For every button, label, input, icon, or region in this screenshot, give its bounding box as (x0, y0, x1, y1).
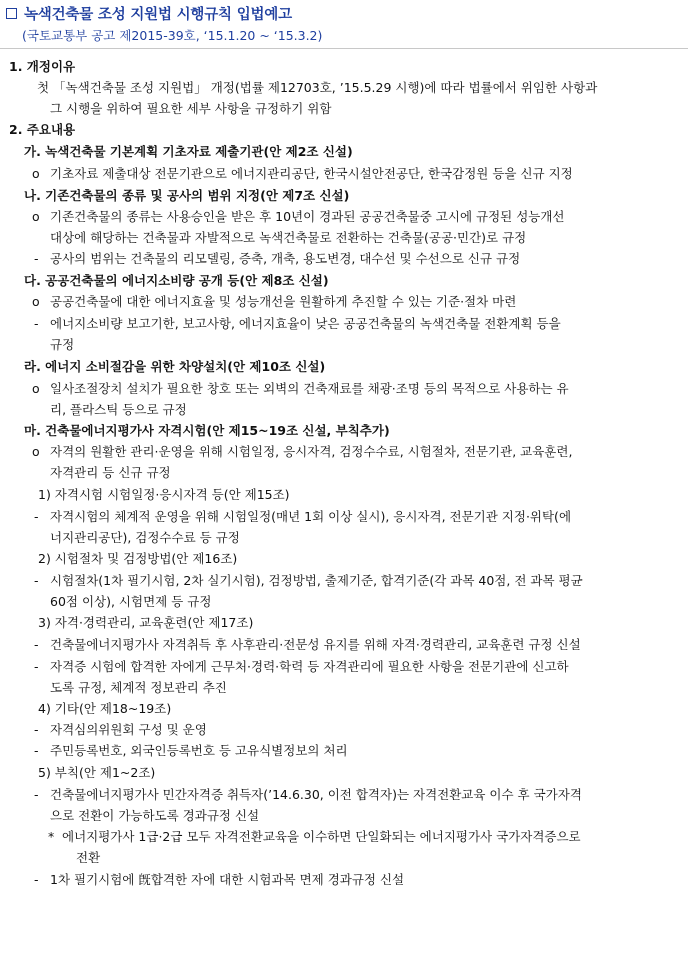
item-text: 자격증 시험에 합격한 자에게 근무처·경력·학력 등 자격관리에 필요한 사항을 전문기관에 신고하 (50, 659, 569, 674)
checkbox-square-icon (6, 8, 17, 19)
dash-bullet-icon: - (34, 722, 39, 737)
item-heading-ra: 라. 에너지 소비절감을 위한 차양설치(안 제10조 신설) (24, 359, 326, 374)
dash-bullet-icon: - (34, 316, 39, 331)
circle-bullet-icon: ο (32, 294, 40, 309)
dash-bullet-icon: - (34, 573, 39, 588)
item-heading-ma: 마. 건축물에너지평가사 자격시험(안 제15~19조 신설, 부칙추가) (24, 423, 390, 438)
page-title: 녹색건축물 조성 지원법 시행규칙 입법예고 (24, 6, 292, 23)
sub-heading-2: 2) 시험절차 및 검정방법(안 제16조) (38, 551, 238, 566)
dash-bullet-icon: - (34, 872, 39, 887)
item-text: 공사의 범위는 건축물의 리모델링, 증축, 개축, 용도변경, 대수선 및 수선으로 신규 규정 (50, 251, 521, 266)
circle-bullet-icon: ο (32, 381, 40, 396)
title-row (6, 3, 292, 23)
note-text-cont: 전환 (76, 850, 101, 865)
note-text: 에너지평가사 1급·2급 모두 자격전환교육을 이수하면 단일화되는 에너지평가사 국가자격증으로 (62, 829, 581, 844)
item-heading-da: 다. 공공건축물의 에너지소비량 공개 등(안 제8조 신설) (24, 273, 329, 288)
circle-bullet-icon: ο (32, 209, 40, 224)
item-text: 건축물에너지평가사 자격취득 후 사후관리·전문성 유지를 위해 자격·경력관리, 교육훈련 규정 신설 (50, 637, 581, 652)
item-text: 일사조절장치 설치가 필요한 창호 또는 외벽의 건축재료를 채광·조명 등의 목적으로 사용하는 유 (50, 381, 569, 396)
item-text: 에너지소비량 보고기한, 보고사항, 에너지효율이 낮은 공공건축물의 녹색건축물 전환계획 등을 (50, 316, 561, 331)
asterisk-note-icon: * (48, 829, 55, 844)
reason-text-cont: 그 시행을 위하여 필요한 세부 사항을 규정하기 위함 (50, 101, 332, 116)
circle-bullet-icon: ο (32, 166, 40, 181)
item-text-cont: 대상에 해당하는 건축물과 자발적으로 녹색건축물로 전환하는 건축물(공공·민간)로 규정 (50, 230, 527, 245)
dash-bullet-icon: - (34, 251, 39, 266)
dash-bullet-icon: - (34, 787, 39, 802)
item-text-cont: 리, 플라스틱 등으로 규정 (50, 402, 187, 417)
dash-bullet-icon: - (34, 743, 39, 758)
dash-bullet-icon: - (34, 659, 39, 674)
item-heading-na: 나. 기존건축물의 종류 및 공사의 범위 지정(안 제7조 신설) (24, 188, 350, 203)
item-text: 시험절차(1차 필기시험, 2차 실기시험), 검정방법, 출제기준, 합격기준(각 과목 40점, 전 과목 평균 (50, 573, 583, 588)
dash-bullet-icon: - (34, 509, 39, 524)
sub-heading-5: 5) 부칙(안 제1~2조) (38, 765, 156, 780)
section-heading-reason: 1. 개정이유 (9, 59, 76, 74)
sub-heading-3: 3) 자격·경력관리, 교육훈련(안 제17조) (38, 615, 254, 630)
item-text-cont: 자격관리 등 신규 규정 (50, 465, 171, 480)
item-text-cont: 으로 전환이 가능하도록 경과규정 신설 (50, 808, 260, 823)
item-text: 자격시험의 체계적 운영을 위해 시험일정(매년 1회 이상 실시), 응시자격, 전문기관 지정·위탁(에 (50, 509, 572, 524)
item-text: 기초자료 제출대상 전문기관으로 에너지관리공단, 한국시설안전공단, 한국감정원 등을 신규 지정 (50, 166, 573, 181)
notice-subtitle: (국토교통부 공고 제2015-39호, ‘15.1.20 ~ ‘15.3.2) (22, 28, 323, 43)
item-text-cont: 규정 (50, 337, 75, 352)
item-text: 자격심의위원회 구성 및 운영 (50, 722, 207, 737)
circle-bullet-icon: ο (32, 444, 40, 459)
item-heading-ga: 가. 녹색건축물 기본계획 기초자료 제출기관(안 제2조 신설) (24, 144, 353, 159)
sub-heading-1: 1) 자격시험 시험일정·응시자격 등(안 제15조) (38, 487, 290, 502)
item-text: 건축물에너지평가사 민간자격증 취득자(’14.6.30, 이전 합격자)는 자격전환교육 이수 후 국가자격 (50, 787, 582, 802)
item-text: 1차 필기시험에 旣합격한 자에 대한 시험과목 면제 경과규정 신설 (50, 872, 405, 887)
item-text: 기존건축물의 종류는 사용승인을 받은 후 10년이 경과된 공공건축물중 고시에 규정된 성능개선 (50, 209, 565, 224)
divider (0, 48, 688, 49)
item-text-cont: 도록 규정, 체계적 정보관리 추진 (50, 680, 227, 695)
reason-text: 첫 「녹색건축물 조성 지원법」 개정(법률 제12703호, ’15.5.29 시행)에 따라 법률에서 위임한 사항과 (37, 80, 598, 95)
section-heading-main: 2. 주요내용 (9, 122, 76, 137)
item-text-cont: 60점 이상), 시험면제 등 규정 (50, 594, 212, 609)
dash-bullet-icon: - (34, 637, 39, 652)
item-text: 자격의 원활한 관리·운영을 위해 시험일정, 응시자격, 검정수수료, 시험절차, 전문기관, 교육훈련, (50, 444, 573, 459)
item-text: 공공건축물에 대한 에너지효율 및 성능개선을 원활하게 추진할 수 있는 기준·절차 마련 (50, 294, 517, 309)
sub-heading-4: 4) 기타(안 제18~19조) (38, 701, 172, 716)
item-text: 주민등록번호, 외국인등록번호 등 고유식별정보의 처리 (50, 743, 348, 758)
item-text-cont: 너지관리공단), 검정수수료 등 규정 (50, 530, 240, 545)
